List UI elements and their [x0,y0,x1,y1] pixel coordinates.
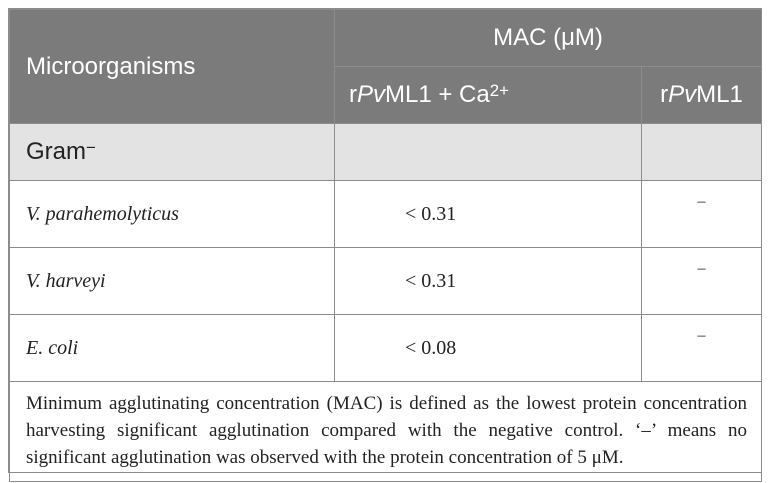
mac-with-calcium: < 0.31 [335,248,642,315]
group-empty-cell [335,124,642,181]
mac-without-calcium: – [642,181,762,248]
table-container [8,8,762,473]
with-calcium-header: rPvML1 + $Ca^{2+}$ [335,67,642,124]
table-row [10,248,762,315]
organism-name: V. harveyi [10,248,335,315]
table-row [10,181,762,248]
group-row-gram-negative [10,124,762,181]
mac-without-calcium: – [642,315,762,382]
microorganisms-header: Microorganisms [10,10,335,124]
mac-with-calcium: < 0.08 [335,315,642,382]
table-header [10,10,762,124]
mac-table [9,9,762,482]
organism-name: E. coli [10,315,335,382]
mac-without-calcium: – [642,248,762,315]
without-calcium-header: rPvML1 [642,67,762,124]
footnote-row [10,382,762,482]
organism-name: V. parahemolyticus [10,181,335,248]
table-row [10,315,762,382]
group-empty-cell [642,124,762,181]
mac-header: MAC (μM) [335,10,762,67]
group-label: Gram− [10,124,335,181]
table-footnote: Minimum agglutinating concentration (MAC) is defined as the lowest protein concentration harvesting significant agglutination compared with the negative control. ‘–’ means no significant agglutination was observed with the protein concentration of 5 μM. [10,382,762,482]
mac-with-calcium: < 0.31 [335,181,642,248]
